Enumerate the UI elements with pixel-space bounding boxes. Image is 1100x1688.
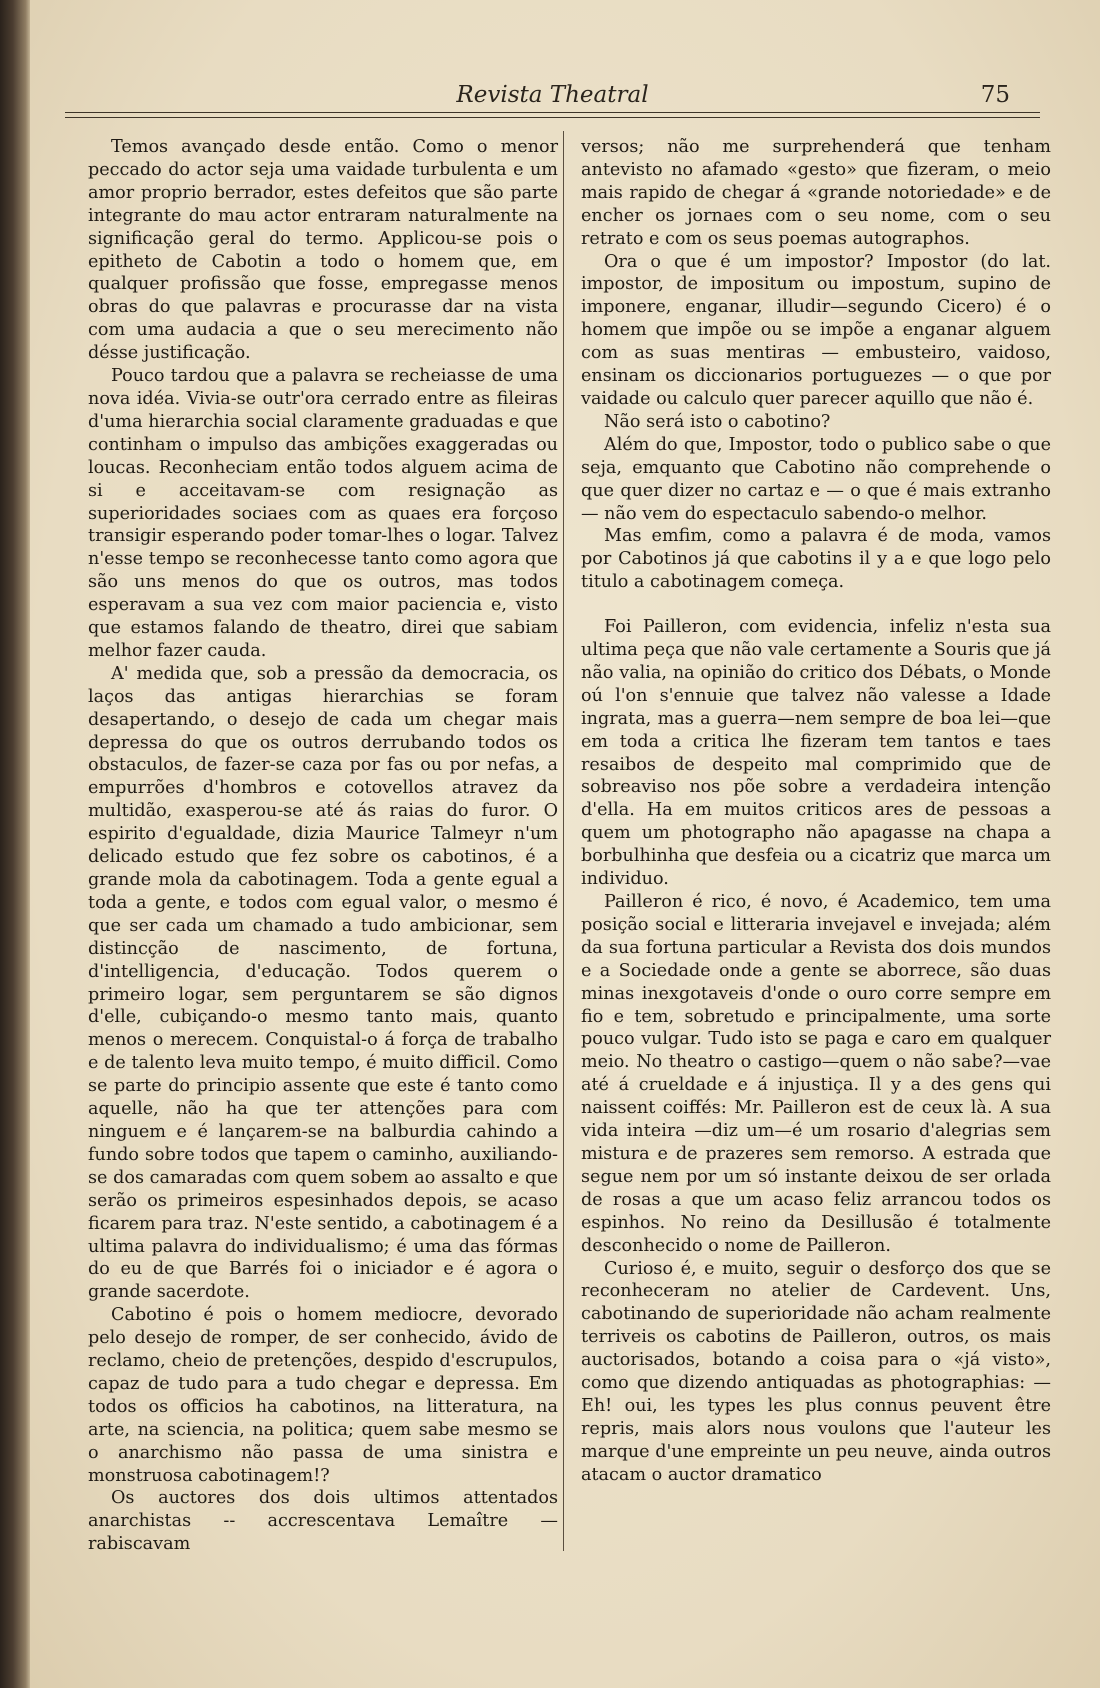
- paragraph: Os auctores dos dois ultimos attentados anarchistas -- accrescentava Lemaître — rabiscavam: [88, 1488, 558, 1555]
- paragraph: Curioso é, e muito, seguir o desforço dos que se reconheceram no atelier de Cardevent. Uns, cabotinando de superioridade não acham realmente terriveis os cabotins de Pailleron, outros, os mais auctorisados, botando a coisa para o «já visto», como que dizendo antiquadas as photographias: — Eh! oui, les types les plus connus peuvent être repris, mais alors nous voulons que l'auteur les marque d'une empreinte un peu neuve, ainda outros atacam o auctor dramatico: [581, 1258, 1051, 1485]
- column-divider: [563, 131, 564, 1551]
- header-rule: [65, 112, 1040, 113]
- book-spine-shadow: [0, 0, 32, 1688]
- left-column: [88, 136, 558, 1556]
- journal-title: Revista Theatral: [456, 82, 649, 108]
- paragraph: Pouco tardou que a palavra se recheiasse de uma nova idéa. Vivia-se outr'ora cerrado entre as fileiras d'uma hierarchia social claramente graduadas e que continham o impulso das ambições exaggeradas ou loucas. Reconheciam então todos alguem acima de si e acceitavam-se com resignação as superioridades sociaes com as quaes era forçoso transigir esperando poder tomar-lhes o logar. Talvez n'esse tempo se reconhecesse tanto como agora que são uns menos do que os outros, mas todos esperavam a sua vez com maior paciencia e, visto que estamos falando de theatro, direi que sabiam melhor fazer cauda.: [88, 366, 558, 661]
- header-rule-thin: [65, 117, 1040, 118]
- paragraph: Temos avançado desde então. Como o menor peccado do actor seja uma vaidade turbulenta e um amor proprio berrador, estes defeitos que são parte integrante do mau actor entraram naturalmente na significação geral do termo. Applicou-se pois o epitheto de Cabotin a todo o homem que, em qualquer profissão que fosse, empregasse menos obras do que palavras e procurasse dar na vista com uma audacia a que o seu merecimento não désse justificação.: [88, 137, 558, 364]
- paragraph: Ora o que é um impostor? Impostor (do lat. impostor, de impositum ou impostum, supino de imponere, enganar, illudir—segundo Cicero) é o homem que impõe ou se impõe a enganar alguem com as suas mentiras — embusteiro, vaidoso, ensinam os diccionarios portuguezes — o que por vaidade ou calculo quer parecer aquillo que não é.: [581, 251, 1051, 409]
- right-column: [581, 136, 1051, 1487]
- running-header: [65, 82, 1040, 112]
- paragraph: Cabotino é pois o homem mediocre, devorado pelo desejo de romper, de ser conhecido, ávido de reclamo, cheio de pretenções, despido d'escrupulos, capaz de tudo para a tudo chegar e depressa. Em todos os officios ha cabotinos, na litteratura, na arte, na sciencia, na politica; quem sabe mesmo se o anarchismo não passa de uma sinistra e monstruosa cabotinagem!?: [88, 1305, 558, 1486]
- paragraph: Além do que, Impostor, todo o publico sabe o que seja, emquanto que Cabotino não comprehende o que quer dizer no cartaz e — o que é mais extranho — não vem do espectaculo sabendo-o melhor.: [581, 434, 1051, 524]
- paragraph: Pailleron é rico, é novo, é Academico, tem uma posição social e litteraria invejavel e invejada; além da sua fortuna particular a Revista dos dois mundos e a Sociedade onde a gente se aborrece, são duas minas inexgotaveis d'onde o ouro corre sempre em fio e tem, sobretudo e principalmente, uma sorte pouco vulgar. Tudo isto se paga e caro em qualquer meio. No theatro o castigo—quem o não sabe?—vae até á crueldade e á injustiça. Il y a des gens qui naissent coiffés: Mr. Pailleron est de ceux là. A sua vida inteira —diz um—é um rosario d'alegrias sem mistura e de prazeres sem remorso. A estrada que segue nem por um só instante deixou de ser orlada de rosas a que um acaso feliz arrancou todos os espinhos. No reino da Desillusão é totalmente desconhecido o nome de Pailleron.: [581, 892, 1051, 1256]
- paragraph: Não será isto o cabotino?: [604, 411, 831, 432]
- paragraph: A' medida que, sob a pressão da democracia, os laços das antigas hierarchias se foram desapertando, o desejo de cada um chegar mais depressa do que os outros derrubando todos os obstaculos, de fazer-se caza por fas ou por nefas, a empurrões d'hombros e cotovellos atravez da multidão, exasperou-se até ás raias do furor. O espirito d'egualdade, dizia Maurice Talmeyr n'um delicado estudo que fez sobre os cabotinos, é a grande mola da cabotinagem. Toda a gente egual a toda a gente, e todos com egual valor, o mesmo é que ser cada um chamado a tudo ambicionar, sem distincção de nascimento, de fortuna, d'intelligencia, d'educação. Todos querem o primeiro logar, sem perguntarem se são dignos d'elle, cubiçando-o mesmo tanto mais, quanto menos o merecem. Conquistal-o á força de trabalho e de talento leva muito tempo, é muito difficil. Como se parte do principio assente que este é tanto como aquelle, não ha que ter attenções para com ninguem e é lançarem-se na balburdia cahindo a fundo sobre todos que tapem o caminho, auxiliando-se dos camaradas com quem sobem ao assalto e que serão os primeiros espesinhados depois, se acaso ficarem para traz. N'este sentido, a cabotinagem é a ultima palavra do individualismo; é uma das fórmas do eu de que Barrés foi o iniciador e é agora o grande sacerdote.: [88, 663, 558, 1303]
- paragraph: Foi Pailleron, com evidencia, infeliz n'esta sua ultima peça que não vale certamente a Souris que já não valia, na opinião do critico dos Débats, o Monde oú l'on s'ennuie que talvez não valesse a Idade ingrata, mas a guerra—nem sempre de boa lei—que em toda a critica lhe fizeram tem tantos e taes resaibos de despeito mal comprimido que de sobreaviso nos põe sobre a verdadeira intenção d'ella. Ha em muitos criticos ares de pessoas a quem um photographo não apagasse na chapa a borbulhinha que desfeia ou a cicatriz que marca um individuo.: [581, 617, 1051, 890]
- page-number: 75: [980, 82, 1010, 108]
- paragraph: versos; não me surprehenderá que tenham antevisto no afamado «gesto» que fizeram, o meio mais rapido de chegar á «grande notoriedade» e de encher os jornaes com o seu nome, com o seu retrato e com os seus poemas autographos.: [581, 137, 1051, 249]
- paragraph: Mas emfim, como a palavra é de moda, vamos por Cabotinos já que cabotins il y a e que logo pelo titulo a cabotinagem começa.: [581, 526, 1051, 593]
